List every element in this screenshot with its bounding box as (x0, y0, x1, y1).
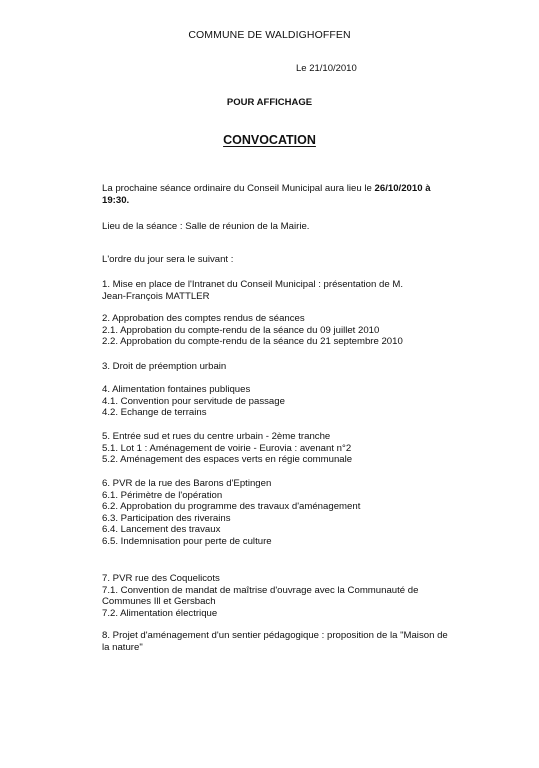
agenda-item-2-title: 2. Approbation des comptes rendus de séances (102, 313, 305, 324)
agenda-item-7-sub-1b: Communes Ill et Gersbach (102, 596, 216, 608)
agenda-item-8-line-2: la nature" (102, 641, 143, 653)
commune-name: COMMUNE DE WALDIGHOFFEN (188, 29, 351, 41)
agenda-item-3-title: 3. Droit de préemption urbain (102, 361, 227, 372)
agenda-item-4-sub-1: 4.1. Convention pour servitude de passage (102, 395, 285, 407)
agenda-item-4 (102, 384, 474, 419)
document-title: CONVOCATION (223, 133, 316, 147)
agenda-item-7-title: 7. PVR rue des Coquelicots (102, 573, 220, 584)
intro-text: La prochaine séance ordinaire du Conseil Municipal aura lieu le (102, 183, 375, 194)
agenda-intro (102, 254, 474, 266)
document-date: Le 21/10/2010 (296, 63, 357, 74)
agenda-item-4-title: 4. Alimentation fontaines publiques (102, 384, 251, 395)
agenda-item-7-sub-2: 7.2. Alimentation électrique (102, 607, 218, 619)
agenda-item-6 (102, 478, 474, 548)
meeting-time: 19:30. (102, 194, 130, 206)
agenda-item-3 (102, 361, 474, 373)
agenda-item-6-sub-5: 6.5. Indemnisation pour perte de culture (102, 535, 272, 547)
agenda-item-6-sub-1: 6.1. Périmètre de l'opération (102, 489, 223, 501)
agenda-item-5-sub-1: 5.1. Lot 1 : Aménagement de voirie - Eurovia : avenant n°2 (102, 442, 352, 454)
agenda-item-4-sub-2: 4.2. Echange de terrains (102, 407, 207, 419)
agenda-item-8 (102, 630, 474, 653)
agenda-item-1 (102, 279, 474, 302)
agenda-item-5-title: 5. Entrée sud et rues du centre urbain - 2ème tranche (102, 431, 331, 442)
meeting-date: 26/10/2010 à (374, 183, 431, 194)
agenda-item-2-sub-2: 2.2. Approbation du compte-rendu de la séance du 21 septembre 2010 (102, 336, 403, 348)
intro-line-1 (102, 183, 474, 195)
location-text: Lieu de la séance : Salle de réunion de la Mairie. (102, 221, 310, 232)
agenda-item-2 (102, 313, 474, 348)
agenda-item-7-sub-1a: 7.1. Convention de mandat de maîtrise d'ouvrage avec la Communauté de (102, 584, 419, 596)
display-notice: POUR AFFICHAGE (226, 97, 313, 108)
agenda-item-5-sub-2: 5.2. Aménagement des espaces verts en régie communale (102, 454, 353, 466)
agenda-item-2-sub-1: 2.1. Approbation du compte-rendu de la séance du 09 juillet 2010 (102, 324, 380, 336)
agenda-item-7 (102, 573, 474, 619)
agenda-item-8-line-1: 8. Projet d'aménagement d'un sentier pédagogique : proposition de la "Maison de (102, 630, 448, 641)
agenda-item-6-sub-3: 6.3. Participation des riverains (102, 512, 231, 524)
agenda-item-1-line-1: 1. Mise en place de l'Intranet du Conseil Municipal : présentation de M. (102, 279, 404, 290)
agenda-item-5 (102, 431, 474, 466)
intro-paragraph (102, 183, 474, 206)
agenda-item-1-line-2: Jean-François MATTLER (102, 290, 210, 302)
agenda-item-6-sub-4: 6.4. Lancement des travaux (102, 524, 221, 536)
agenda-intro-text: L'ordre du jour sera le suivant : (102, 254, 234, 265)
agenda-item-6-title: 6. PVR de la rue des Barons d'Eptingen (102, 478, 272, 489)
agenda-item-6-sub-2: 6.2. Approbation du programme des travaux d'aménagement (102, 501, 361, 513)
meeting-location (102, 221, 474, 233)
